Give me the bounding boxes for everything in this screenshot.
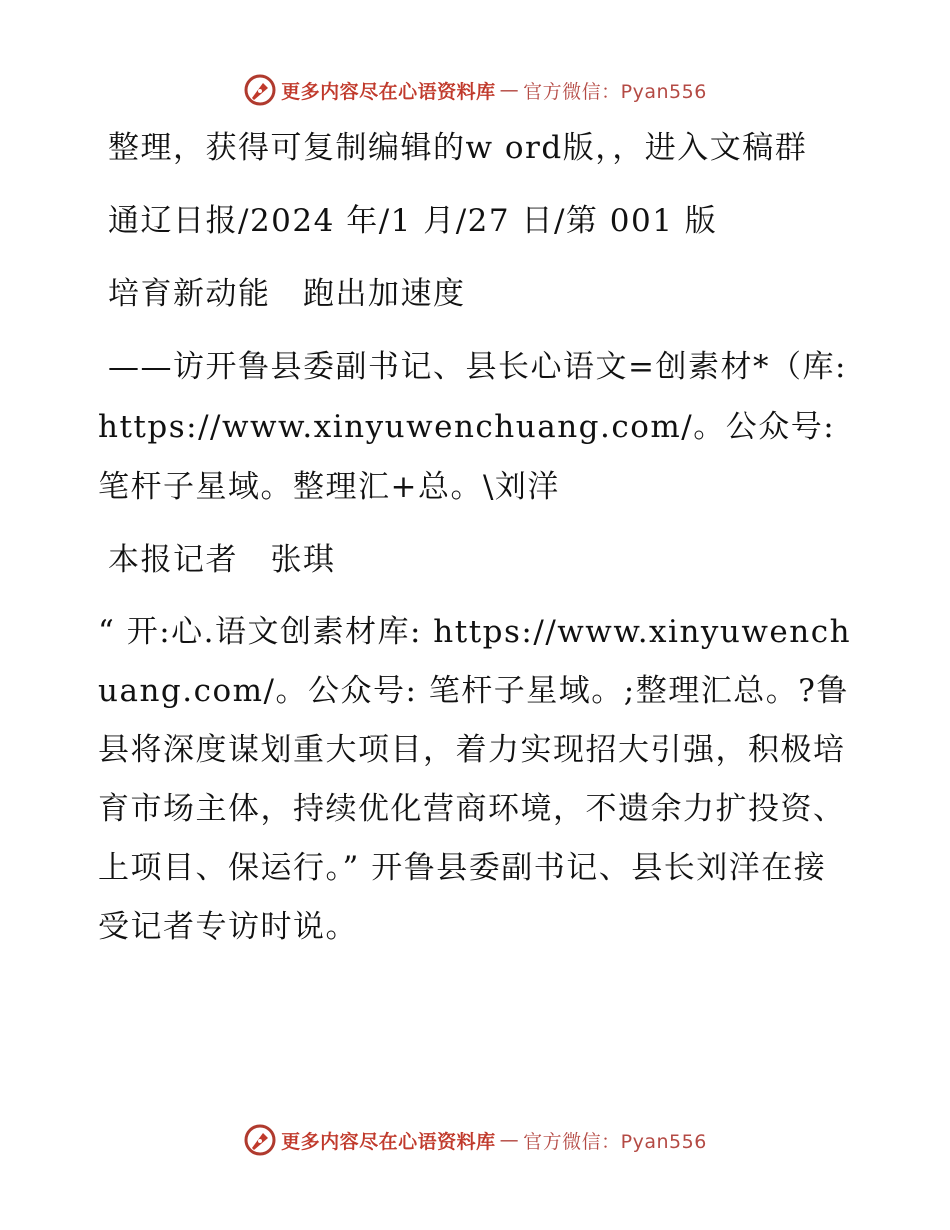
- banner-separator: —: [499, 1129, 520, 1151]
- pen-nib-logo-icon: [243, 73, 277, 107]
- article-title: 培育新动能 跑出加速度: [108, 276, 466, 312]
- article-lead-paragraph: “ 开:心.语文创素材库: https://www.xinyuwenchuang.com/。公众号: 笔杆子星域。;整理汇总。?鲁县将深度谋划重大项目，着力实现招大引强，积极培育市场主体，持续优化营商环境，不遗余力扩投资、上项目、保运行。” 开鲁县委副书记、县长刘洋在接受记者专访时说。: [98, 614, 852, 945]
- banner-contact-text: 官方微信：Pyan556: [523, 80, 707, 103]
- header-watermark-banner: [0, 70, 950, 110]
- footer-watermark-banner: [0, 1120, 950, 1160]
- publication-info: 通辽日报/2024 年/1 月/27 日/第 001 版: [108, 203, 718, 239]
- banner-main-text: 更多内容尽在心语资料库: [281, 1130, 496, 1153]
- pen-nib-logo-icon: [243, 1123, 277, 1157]
- article-subtitle: ——访开鲁县委副书记、县长心语文=创素材*（库: https://www.xinyuwenchuang.com/。公众号: 笔杆子星域。整理汇+总。\刘洋: [98, 349, 847, 505]
- banner-main-text: 更多内容尽在心语资料库: [281, 80, 496, 103]
- banner-separator: —: [499, 79, 520, 101]
- document-body: [98, 118, 858, 970]
- banner-contact-text: 官方微信：Pyan556: [523, 1130, 707, 1153]
- reporter-byline: 本报记者 张琪: [108, 542, 336, 578]
- intro-note-paragraph: 整理，获得可复制编辑的w ord版，，进入文稿群: [108, 130, 808, 166]
